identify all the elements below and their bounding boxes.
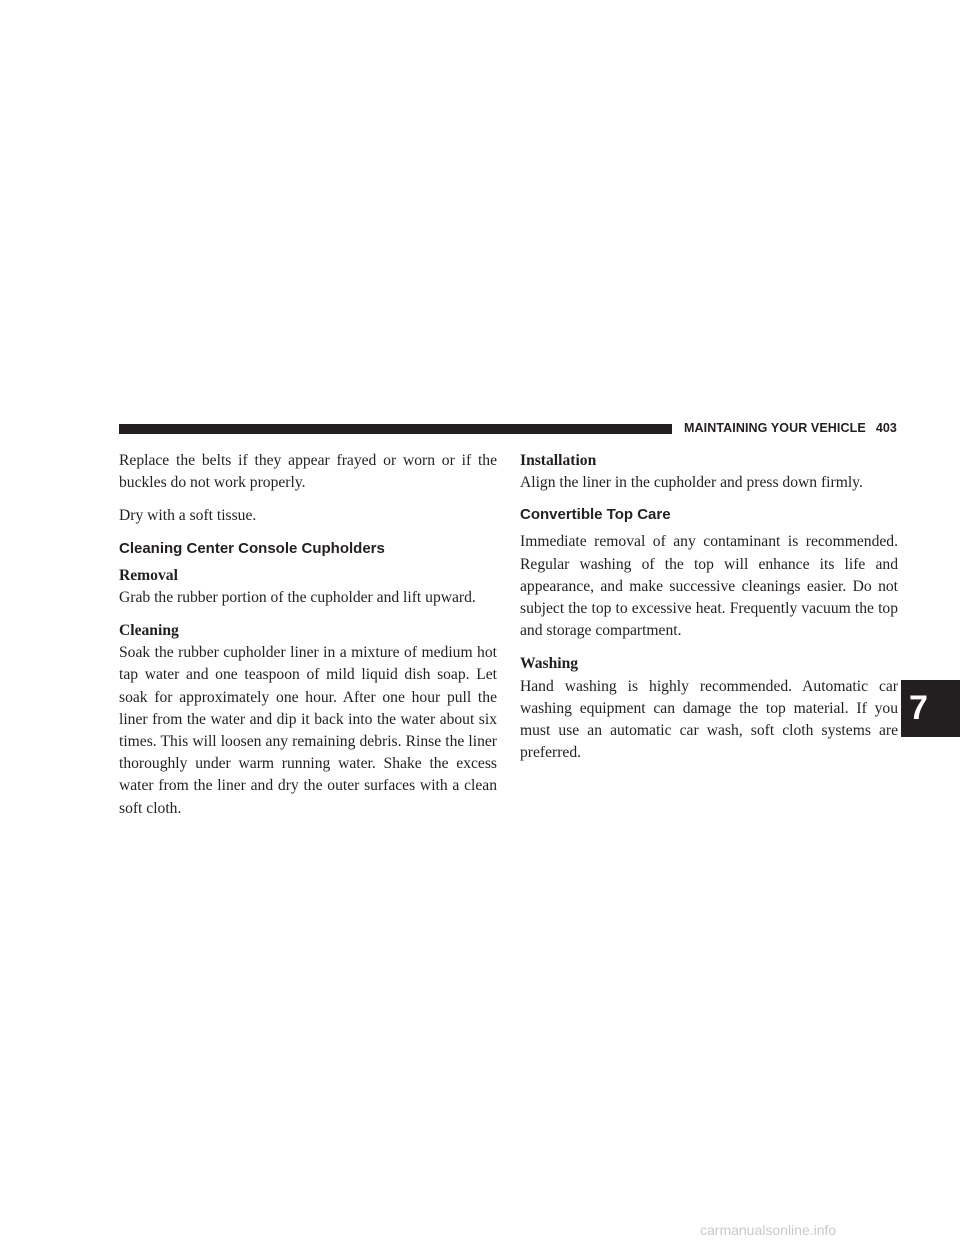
right-column	[520, 450, 898, 775]
dry-paragraph: Dry with a soft tissue.	[119, 507, 257, 525]
page-number: 403	[875, 421, 897, 435]
header-rule	[119, 424, 672, 434]
convertible-top-heading: Convertible Top Care	[520, 506, 671, 524]
watermark-text: carmanualsonline.info	[700, 1222, 837, 1238]
section-title: MAINTAINING YOUR VEHICLE	[684, 421, 866, 435]
belts-paragraph: Replace the belts if they appear frayed or worn or if the buckles do not work properly.	[119, 452, 497, 492]
cleaning-heading: Cleaning	[119, 622, 179, 640]
removal-heading: Removal	[119, 566, 178, 584]
cleaning-text: Soak the rubber cupholder liner in a mixture of medium hot tap water and one teaspoon of mild liquid dish soap. Let soak for approximately one hour. After one hour pull the liner from the water and dip it back into the water about six times. This will loosen any remaining debris. Rinse the liner thoroughly under warm running water. Shake the excess water from the liner and dry the outer surfaces with a clean soft cloth.	[119, 644, 497, 817]
top-care-text: Immediate removal of any contaminant is recommended. Regular washing of the top will enhance its life and appearance, and make successive cleanings easier. Do not subject the top to excessive heat. Frequently vacuum the top and storage compartment.	[520, 533, 898, 640]
running-header	[684, 421, 897, 435]
cupholders-heading: Cleaning Center Console Cupholders	[119, 539, 385, 557]
chapter-tab: 7	[901, 680, 960, 737]
washing-heading: Washing	[520, 655, 579, 673]
installation-text: Align the liner in the cupholder and press down firmly.	[520, 474, 863, 492]
left-column	[119, 450, 497, 831]
removal-text: Grab the rubber portion of the cupholder and lift upward.	[119, 588, 476, 606]
washing-text: Hand washing is highly recommended. Automatic car washing equipment can damage the top material. If you must use an automatic car wash, soft cloth systems are preferred.	[520, 677, 898, 762]
installation-heading: Installation	[520, 452, 597, 469]
